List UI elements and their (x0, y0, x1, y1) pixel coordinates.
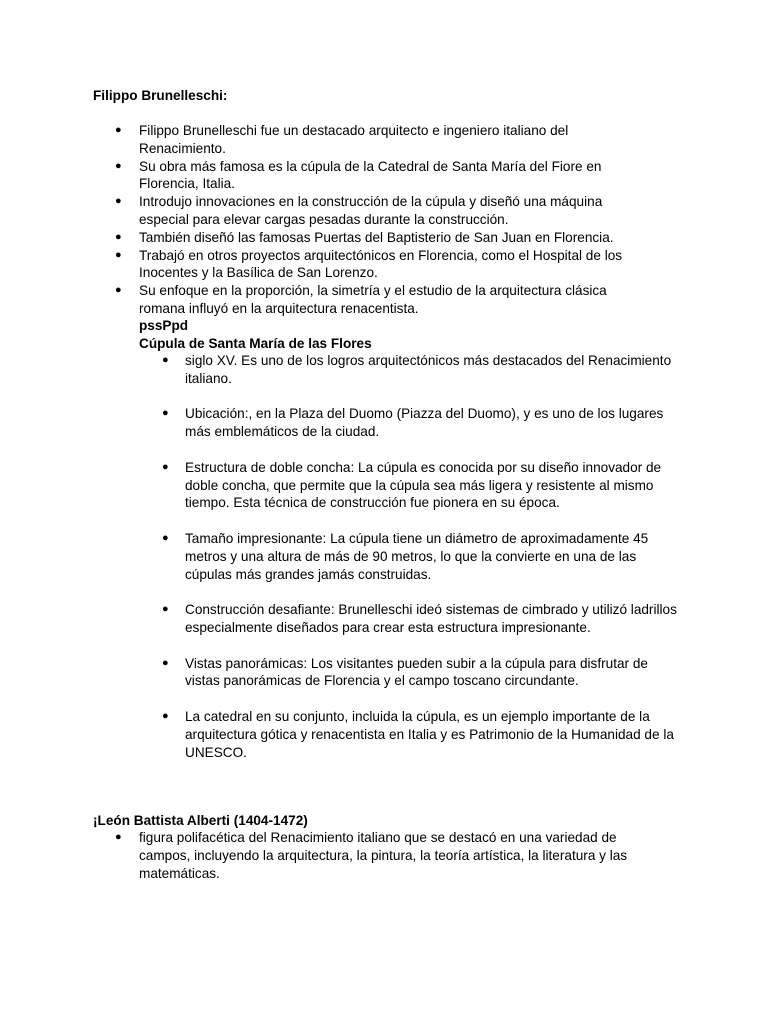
brunelleschi-heading: Filippo Brunelleschi: (93, 88, 228, 103)
cupula-bullet-list (185, 352, 685, 779)
list-item: ● Tamaño impresionante: La cúpula tiene un diámetro de aproximadamente 45 metros y una altura de más de 90 metros, lo que la convierte en una de las cúpulas más grandes jamás construidas. (185, 530, 685, 583)
list-item: ● figura polifacética del Renacimiento italiano que se destacó en una variedad de campos, incluyendo la arquitectura, la pintura, la teoría artística, la literatura y las matemáticas. (139, 829, 639, 882)
cupula-heading: Cúpula de Santa María de las Flores (139, 336, 372, 351)
list-item: ● Construcción desafiante: Brunelleschi ideó sistemas de cimbrado y utilizó ladrillos especialmente diseñados para crear esta estructura impresionante. (185, 601, 685, 637)
list-item: ● Vistas panorámicas: Los visitantes pueden subir a la cúpula para disfrutar de vistas panorámicas de Florencia y el campo toscano circundante. (185, 655, 685, 691)
stray-text: pssPpd (139, 318, 189, 333)
list-item: ● Su obra más famosa es la cúpula de la Catedral de Santa María del Fiore en Florencia, Italia. (139, 158, 639, 194)
list-item: ● La catedral en su conjunto, incluida la cúpula, es un ejemplo importante de la arquitectura gótica y renacentista en Italia y es Patrimonio de la Humanidad de la UNESCO. (185, 708, 685, 761)
list-item: ● Introdujo innovaciones en la construcción de la cúpula y diseñó una máquina especial para elevar cargas pesadas durante la construcción. (139, 193, 639, 229)
alberti-bullet-list (139, 829, 639, 882)
list-item: ● Trabajó en otros proyectos arquitectónicos en Florencia, como el Hospital de los Inocentes y la Basílica de San Lorenzo. (139, 247, 639, 283)
list-item: ● También diseñó las famosas Puertas del Baptisterio de San Juan en Florencia. (139, 229, 639, 247)
list-item: ● Estructura de doble concha: La cúpula es conocida por su diseño innovador de doble concha, que permite que la cúpula sea más ligera y resistente al mismo tiempo. Esta técnica de construcción fue pionera en su época. (185, 459, 685, 512)
brunelleschi-bullet-list (139, 122, 639, 318)
list-item: ● Filippo Brunelleschi fue un destacado arquitecto e ingeniero italiano del Renacimiento. (139, 122, 639, 158)
alberti-heading: ¡León Battista Alberti (1404-1472) (93, 813, 308, 828)
list-item: ● siglo XV. Es uno de los logros arquitectónicos más destacados del Renacimiento italiano. (185, 352, 685, 388)
list-item: ● Ubicación:, en la Plaza del Duomo (Piazza del Duomo), y es uno de los lugares más emblemáticos de la ciudad. (185, 405, 685, 441)
list-item: ● Su enfoque en la proporción, la simetría y el estudio de la arquitectura clásica romana influyó en la arquitectura renacentista. (139, 282, 639, 318)
